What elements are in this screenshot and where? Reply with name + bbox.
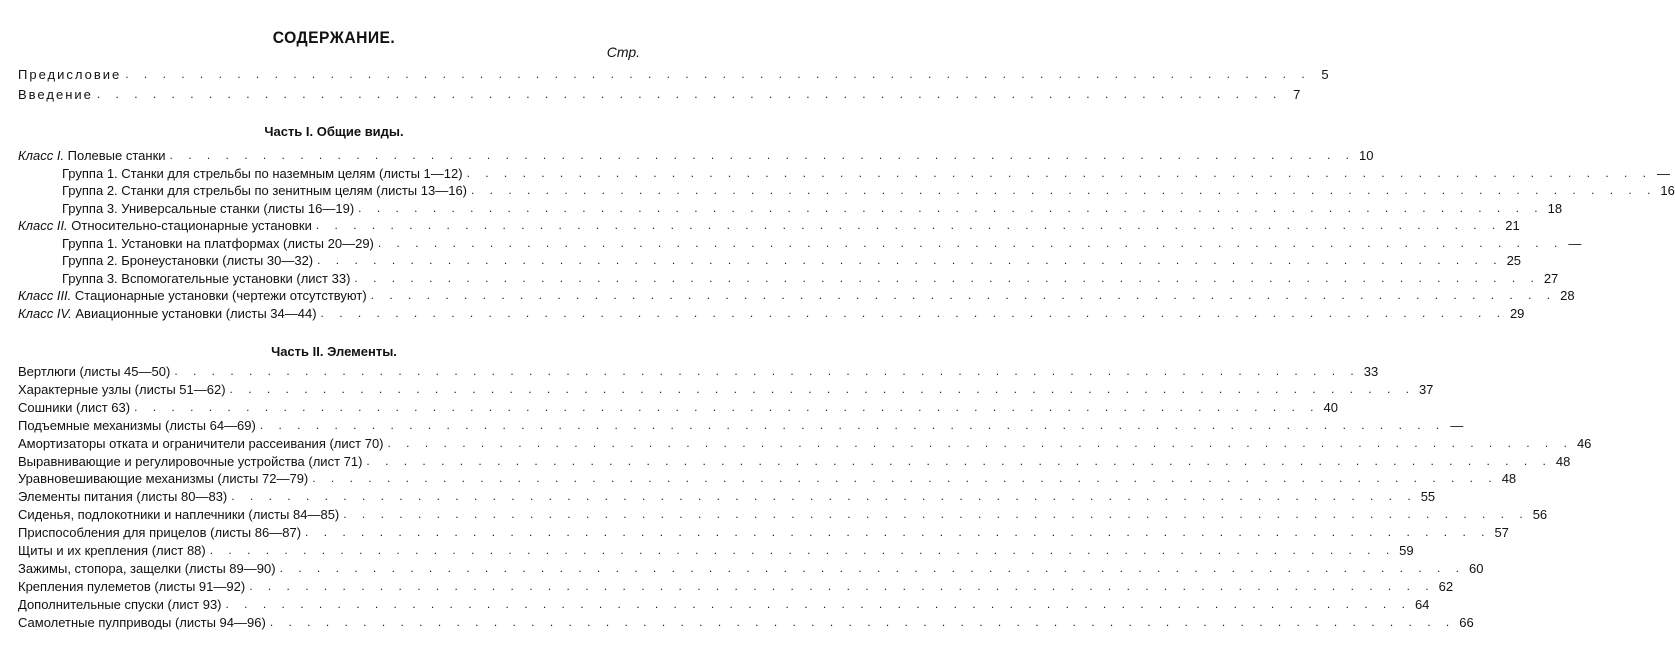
toc-class-label: Класс II. — [18, 218, 68, 233]
toc-entry-title — [62, 252, 313, 269]
toc-page-number: 21 — [1505, 218, 1520, 233]
toc-entry-title — [18, 488, 227, 505]
dot-leader: . . . . . . . . . . . . . . . . . . . . . . . . . . . . . . . . . . . . . . . . . . . . . . . . . . . . . . . . . . . . . . . . — [466, 165, 1652, 180]
toc-entry-title — [18, 217, 312, 234]
toc-page-number: 7 — [1293, 87, 1301, 102]
toc-page-number: 56 — [1532, 507, 1548, 523]
toc-entry — [18, 596, 1430, 613]
toc-entry-title — [18, 435, 384, 452]
toc-page-number: 40 — [1323, 399, 1338, 415]
toc-page-number: 27 — [1543, 270, 1559, 286]
toc-entry-title — [18, 560, 276, 577]
toc-entry-title — [18, 506, 339, 523]
toc-entry — [18, 614, 1474, 631]
toc-entry-text: Сошники (лист 63) — [18, 399, 131, 415]
toc-entry-text: Выравнивающие и регулировочные устройства (лист 71) — [18, 453, 363, 469]
toc-entry — [62, 235, 1582, 252]
toc-entry-text: Введение — [18, 87, 93, 102]
toc-entry — [18, 524, 1509, 541]
toc-class-label: Класс IV. — [18, 305, 72, 321]
dot-leader: . . . . . . . . . . . . . . . . . . . . . . . . . . . . . . . . . . . . . . . . . . . . . . . . . . . . . . . . . . . . . . . . — [279, 560, 1465, 575]
toc-entry-title — [18, 453, 362, 470]
toc-entry-title — [62, 165, 463, 182]
toc-page-number: 28 — [1560, 288, 1575, 303]
toc-entry-title — [18, 417, 256, 434]
toc-entry-text: Дополнительные спуски (лист 93) — [18, 596, 222, 612]
toc-page-number: — — [1568, 235, 1582, 251]
toc-page-number: 59 — [1399, 543, 1414, 558]
toc-entry — [18, 66, 1329, 83]
dot-leader: . . . . . . . . . . . . . . . . . . . . . . . . . . . . . . . . . . . . . . . . . . . . . . . . . . . . . . . . . . . . . . . . — [354, 270, 1540, 285]
toc-entry-title — [18, 524, 301, 541]
toc-entry-title — [18, 381, 226, 398]
toc-page-number: 29 — [1509, 305, 1525, 321]
toc-page-number: 10 — [1358, 148, 1374, 163]
dot-leader: . . . . . . . . . . . . . . . . . . . . . . . . . . . . . . . . . . . . . . . . . . . . . . . . . . . . . . . . . . . . . . . . — [174, 364, 1360, 378]
toc-page-number: 16 — [1660, 183, 1675, 198]
toc-page-number: 46 — [1576, 435, 1592, 451]
dot-leader: . . . . . . . . . . . . . . . . . . . . . . . . . . . . . . . . . . . . . . . . . . . . . . . . . . . . . . . . . . . . . . . . — [269, 614, 1456, 629]
toc-entry-title — [18, 86, 93, 103]
toc-entry-text: Уравновешивающие механизмы (листы 72—79) — [18, 471, 309, 487]
toc-entry-text: Крепления пулеметов (листы 91—92) — [18, 578, 246, 594]
toc-entry-text: Авиационные установки (листы 34—44) — [71, 305, 317, 321]
dot-leader: . . . . . . . . . . . . . . . . . . . . . . . . . . . . . . . . . . . . . . . . . . . . . . . . . . . . . . . . . . . . . . . . — [249, 578, 1435, 593]
dot-leader: . . . . . . . . . . . . . . . . . . . . . . . . . . . . . . . . . . . . . . . . . . . . . . . . . . . . . . . . . . . . . . . . — [125, 67, 1311, 81]
toc-entry — [18, 86, 1301, 103]
toc-entry — [18, 381, 1434, 398]
toc-page-number: 48 — [1501, 471, 1517, 487]
page-title: СОДЕРЖАНИЕ. — [272, 28, 396, 47]
toc-entry-text: Амортизаторы отката и ограничители рассеивания (лист 70) — [18, 435, 384, 451]
dot-leader: . . . . . . . . . . . . . . . . . . . . . . . . . . . . . . . . . . . . . . . . . . . . . . . . . . . . . . . . . . . . . . . . — [259, 417, 1446, 432]
dot-leader: . . . . . . . . . . . . . . . . . . . . . . . . . . . . . . . . . . . . . . . . . . . . . . . . . . . . . . . . . . . . . . . . — [305, 525, 1491, 540]
part1-heading: Часть I. Общие виды. — [264, 124, 404, 139]
dot-leader: . . . . . . . . . . . . . . . . . . . . . . . . . . . . . . . . . . . . . . . . . . . . . . . . . . . . . . . . . . . . . . . . — [366, 453, 1552, 468]
dot-leader: . . . . . . . . . . . . . . . . . . . . . . . . . . . . . . . . . . . . . . . . . . . . . . . . . . . . . . . . . . . . . . . . — [358, 200, 1544, 215]
toc-page-number: 18 — [1547, 200, 1563, 216]
toc-entry-text: Предисловие — [18, 67, 122, 82]
toc-entry-title — [18, 470, 308, 487]
toc-entry-title — [62, 200, 354, 217]
toc-entry-text: Группа 1. Станки для стрельбы по наземным целям (листы 1—12) — [62, 165, 463, 181]
toc-entry — [62, 182, 1675, 199]
toc-entry — [18, 453, 1571, 470]
dot-leader: . . . . . . . . . . . . . . . . . . . . . . . . . . . . . . . . . . . . . . . . . . . . . . . . . . . . . . . . . . . . . . . . — [96, 87, 1283, 101]
toc-entry-text: Группа 2. Бронеустановки (листы 30—32) — [62, 253, 314, 268]
toc-page-number: 57 — [1494, 525, 1509, 541]
toc-entry-text: Относительно-стационарные установки — [67, 218, 312, 233]
dot-leader: . . . . . . . . . . . . . . . . . . . . . . . . . . . . . . . . . . . . . . . . . . . . . . . . . . . . . . . . . . . . . . . . — [343, 507, 1529, 522]
toc-page-number: 48 — [1555, 453, 1571, 469]
toc-entry-text: Стационарные установки (чертежи отсутствуют) — [71, 288, 367, 303]
dot-leader: . . . . . . . . . . . . . . . . . . . . . . . . . . . . . . . . . . . . . . . . . . . . . . . . . . . . . . . . . . . . . . . . — [315, 218, 1502, 232]
toc-entry — [18, 488, 1436, 505]
dot-leader: . . . . . . . . . . . . . . . . . . . . . . . . . . . . . . . . . . . . . . . . . . . . . . . . . . . . . . . . . . . . . . . . — [225, 596, 1411, 611]
toc-entry-text: Группа 3. Универсальные станки (листы 16—19) — [62, 200, 355, 216]
toc-entry — [18, 287, 1575, 304]
toc-page-number: 62 — [1438, 578, 1454, 594]
toc-entry — [18, 417, 1464, 434]
toc-class-label: Класс I. — [18, 148, 65, 163]
toc-page-number: 37 — [1418, 381, 1434, 397]
toc-entry-title — [18, 147, 166, 164]
toc-page-number: 64 — [1414, 596, 1430, 612]
toc-page-number: 5 — [1321, 67, 1329, 82]
page-column-label: Стр. — [606, 44, 640, 60]
dot-leader: . . . . . . . . . . . . . . . . . . . . . . . . . . . . . . . . . . . . . . . . . . . . . . . . . . . . . . . . . . . . . . . . — [320, 305, 1506, 320]
toc-page-number: 33 — [1363, 364, 1379, 379]
dot-leader: . . . . . . . . . . . . . . . . . . . . . . . . . . . . . . . . . . . . . . . . . . . . . . . . . . . . . . . . . . . . . . . . — [471, 183, 1657, 197]
toc-page-number: 55 — [1420, 489, 1436, 505]
dot-leader: . . . . . . . . . . . . . . . . . . . . . . . . . . . . . . . . . . . . . . . . . . . . . . . . . . . . . . . . . . . . . . . . — [370, 288, 1557, 302]
toc-entry — [62, 252, 1522, 269]
toc-page-number: 66 — [1459, 614, 1474, 630]
toc-entry-text: Полевые станки — [64, 148, 166, 163]
toc-entry — [18, 560, 1484, 577]
toc-entry-text: Приспособления для прицелов (листы 86—87) — [18, 525, 302, 541]
toc-entry — [62, 200, 1563, 217]
dot-leader: . . . . . . . . . . . . . . . . . . . . . . . . . . . . . . . . . . . . . . . . . . . . . . . . . . . . . . . . . . . . . . . . — [134, 399, 1320, 414]
toc-entry-text: Зажимы, стопора, защелки (листы 89—90) — [18, 560, 276, 576]
toc-page-number: 60 — [1468, 560, 1484, 576]
toc-entry-title — [18, 578, 245, 595]
toc-page-number: 25 — [1506, 253, 1522, 268]
toc-entry-title — [18, 542, 206, 559]
toc-entry-title — [62, 235, 374, 252]
toc-entry-title — [18, 305, 317, 322]
toc-entry — [18, 305, 1525, 322]
toc-entry — [18, 470, 1517, 487]
toc-entry — [18, 217, 1520, 234]
toc-entry-text: Группа 3. Вспомогательные установки (лист 33) — [62, 270, 351, 286]
toc-entry-title — [18, 66, 121, 83]
toc-entry — [18, 578, 1454, 595]
toc-entry-text: Элементы питания (листы 80—83) — [18, 489, 228, 505]
toc-entry-title — [18, 399, 130, 416]
toc-entry — [18, 506, 1548, 523]
dot-leader: . . . . . . . . . . . . . . . . . . . . . . . . . . . . . . . . . . . . . . . . . . . . . . . . . . . . . . . . . . . . . . . . — [169, 148, 1355, 162]
part2-heading: Часть II. Элементы. — [271, 344, 397, 359]
dot-leader: . . . . . . . . . . . . . . . . . . . . . . . . . . . . . . . . . . . . . . . . . . . . . . . . . . . . . . . . . . . . . . . . — [209, 543, 1396, 557]
dot-leader: . . . . . . . . . . . . . . . . . . . . . . . . . . . . . . . . . . . . . . . . . . . . . . . . . . . . . . . . . . . . . . . . — [231, 489, 1417, 504]
toc-entry-text: Группа 1. Установки на платформах (листы 20—29) — [62, 235, 374, 251]
toc-entry — [18, 435, 1592, 452]
toc-entry-text: Вертлюги (листы 45—50) — [18, 364, 171, 379]
toc-entry-title — [18, 614, 266, 631]
toc-entry-title — [62, 270, 350, 287]
toc-entry-text: Сиденья, подлокотники и наплечники (листы 84—85) — [18, 507, 340, 523]
dot-leader: . . . . . . . . . . . . . . . . . . . . . . . . . . . . . . . . . . . . . . . . . . . . . . . . . . . . . . . . . . . . . . . . — [229, 381, 1415, 396]
toc-entry-title — [18, 287, 367, 304]
toc-entry-text: Группа 2. Станки для стрельбы по зенитным целям (листы 13—16) — [62, 183, 467, 198]
toc-entry-title — [18, 596, 222, 613]
dot-leader: . . . . . . . . . . . . . . . . . . . . . . . . . . . . . . . . . . . . . . . . . . . . . . . . . . . . . . . . . . . . . . . . — [387, 435, 1573, 450]
toc-entry-text: Щиты и их крепления (лист 88) — [18, 543, 206, 558]
dot-leader: . . . . . . . . . . . . . . . . . . . . . . . . . . . . . . . . . . . . . . . . . . . . . . . . . . . . . . . . . . . . . . . . — [312, 471, 1498, 486]
dot-leader: . . . . . . . . . . . . . . . . . . . . . . . . . . . . . . . . . . . . . . . . . . . . . . . . . . . . . . . . . . . . . . . . — [317, 253, 1503, 267]
toc-entry — [18, 399, 1338, 416]
dot-leader: . . . . . . . . . . . . . . . . . . . . . . . . . . . . . . . . . . . . . . . . . . . . . . . . . . . . . . . . . . . . . . . . — [377, 235, 1564, 250]
toc-entry-text: Самолетные пулприводы (листы 94—96) — [18, 614, 266, 630]
toc-entry — [62, 270, 1559, 287]
toc-entry — [18, 147, 1374, 164]
toc-page-number: — — [1657, 165, 1670, 181]
toc-entry — [18, 363, 1379, 380]
toc-entry-text: Характерные узлы (листы 51—62) — [18, 381, 226, 397]
toc-page-number: — — [1450, 417, 1464, 433]
toc-class-label: Класс III. — [18, 288, 72, 303]
toc-entry-title — [62, 182, 467, 199]
toc-entry — [62, 165, 1670, 182]
toc-entry-title — [18, 363, 170, 380]
toc-entry — [18, 542, 1414, 559]
toc-entry-text: Подъемные механизмы (листы 64—69) — [18, 417, 256, 433]
